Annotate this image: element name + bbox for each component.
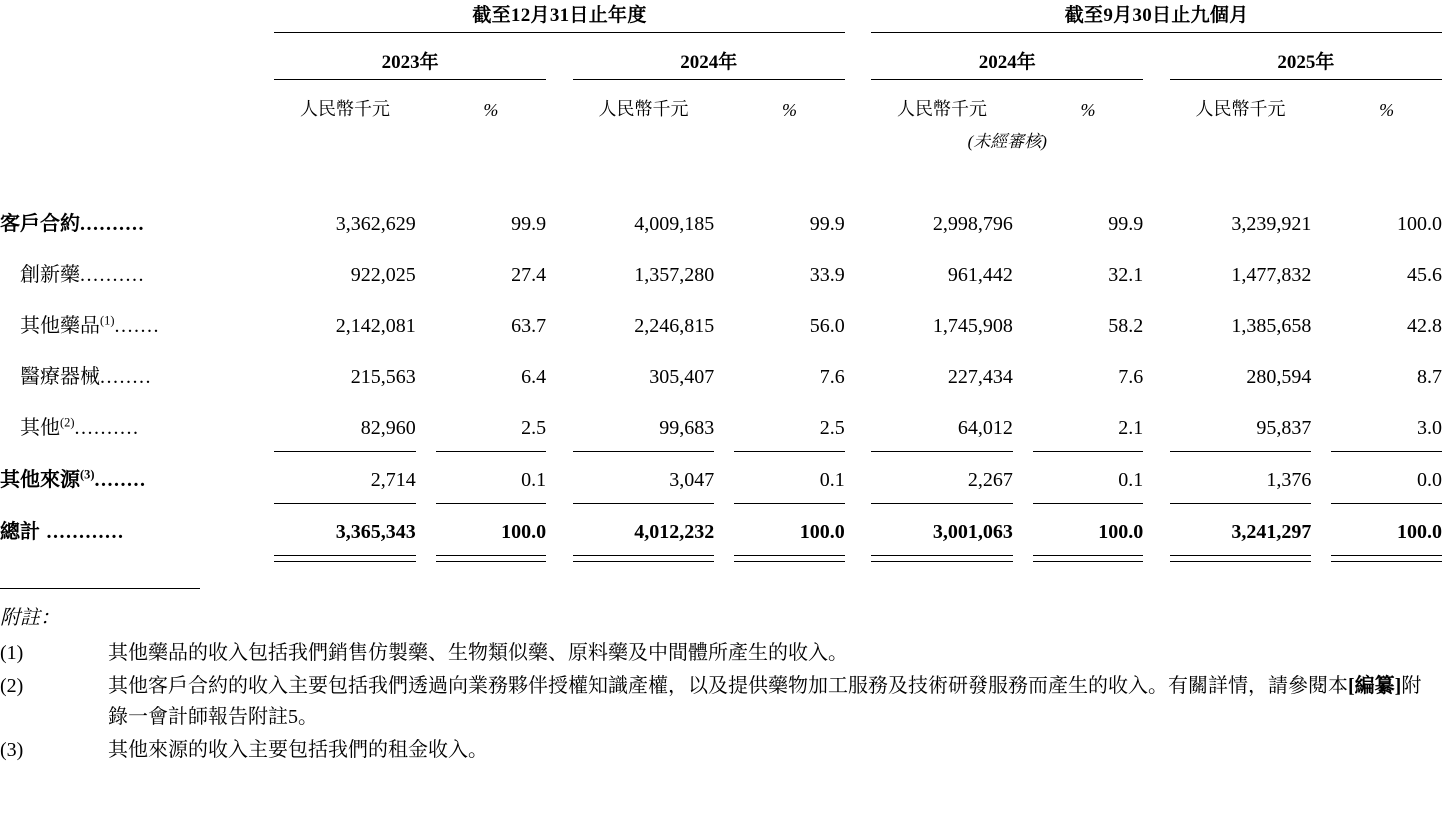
row-dots: .......... (80, 213, 145, 235)
gap (416, 247, 436, 298)
gap (1013, 349, 1033, 400)
group-gap-cell (845, 0, 872, 37)
footnote-text (108, 671, 1442, 733)
gap (1143, 298, 1170, 349)
cell-value: 1,357,280 (634, 264, 715, 286)
row-dots: ....... (114, 315, 160, 337)
gap (416, 452, 436, 503)
gap (546, 452, 573, 503)
footnotes-section (0, 603, 1442, 766)
gap (1143, 400, 1170, 451)
table-row (0, 349, 1442, 400)
cell-value: 961,442 (947, 264, 1013, 286)
row-dots: .......... (80, 264, 145, 286)
gap (845, 298, 872, 349)
empty-cell (416, 83, 436, 123)
empty-cell (1143, 37, 1170, 83)
cell-value: 2.5 (521, 416, 547, 439)
gap (546, 555, 573, 561)
unit-header-rmb-2024a: 人民幣千元 (598, 99, 689, 119)
cell-value: 922,025 (350, 264, 416, 286)
year-header-2024-annual-label: 2024年 (573, 47, 845, 80)
empty-cell (714, 83, 734, 123)
row-footnote-marker: (1) (100, 313, 115, 328)
cell-value: 0.1 (819, 468, 845, 491)
gap (546, 504, 573, 555)
empty-cell (0, 83, 274, 123)
cell-value: 280,594 (1246, 366, 1312, 388)
cell-value: 3,239,921 (1231, 213, 1312, 235)
gap (1311, 452, 1331, 503)
table-row (0, 247, 1442, 298)
cell-value: 0.0 (1417, 468, 1442, 491)
gap (1143, 247, 1170, 298)
empty-cell (1143, 83, 1170, 123)
row-footnote-marker: (2) (60, 415, 75, 430)
footnote-text-c: 附錄一會計師報告附註5。 (108, 674, 1422, 728)
gap (714, 504, 734, 555)
gap (416, 196, 436, 247)
footnote-divider (0, 588, 200, 589)
footnote-text-bracketed: [編纂] (1348, 674, 1402, 697)
row-dots: ............ (40, 521, 125, 543)
cell-value: 100.0 (1098, 520, 1144, 543)
empty-cell (1170, 123, 1312, 152)
gap (546, 400, 573, 451)
gap (416, 298, 436, 349)
gap (1311, 349, 1331, 400)
gap (845, 504, 872, 555)
row-label-text: 醫療器械 (20, 366, 100, 388)
gap (1013, 504, 1033, 555)
gap (1143, 349, 1170, 400)
double-rule-segment (573, 555, 715, 561)
row-label-text: 其他 (20, 417, 60, 439)
row-label (0, 247, 274, 298)
gap (546, 349, 573, 400)
gap (1013, 196, 1033, 247)
gap (845, 555, 872, 561)
row-label-text: 其他來源 (0, 469, 80, 491)
row-dots: ........ (100, 366, 152, 388)
empty-cell (0, 555, 274, 561)
cell-value: 32.1 (1108, 264, 1144, 286)
cell-value: 7.6 (1118, 366, 1144, 388)
cell-value: 63.7 (511, 315, 547, 337)
table-row-total (0, 504, 1442, 555)
row-footnote-marker: (3) (80, 467, 95, 482)
cell-value: 82,960 (360, 416, 416, 439)
cell-value: 8.7 (1417, 366, 1442, 388)
corner-cell (0, 0, 274, 37)
cell-value: 1,376 (1266, 468, 1312, 491)
cell-value: 99.9 (1108, 213, 1144, 235)
row-label (0, 400, 274, 451)
year-header-2025-ninemonth (1170, 37, 1442, 83)
gap (1013, 400, 1033, 451)
empty-cell (1013, 83, 1033, 123)
cell-value: 227,434 (947, 366, 1013, 388)
empty-cell (1311, 123, 1331, 152)
empty-cell (436, 123, 547, 152)
empty-cell (1311, 83, 1331, 123)
unit-header-pct-2025n: % (1379, 100, 1395, 120)
unit-header-row (0, 83, 1442, 123)
gap (714, 349, 734, 400)
gap (416, 349, 436, 400)
cell-value: 58.2 (1108, 315, 1144, 337)
table-row (0, 196, 1442, 247)
footnote-text-a: 其他客戶合約的收入主要包括我們透過向業務夥伴授權知識產權，以及提供藥物加工服務及技術研發服務而產生的收入。有關詳情，請參閱本 (108, 674, 1348, 697)
unaudited-row (0, 123, 1442, 152)
gap (416, 504, 436, 555)
year-header-2024-ninemonth (871, 37, 1143, 83)
gap (546, 247, 573, 298)
cell-value: 99.9 (511, 213, 547, 235)
group-header-annual-label: 截至12月31日止年度 (274, 0, 845, 33)
empty-cell (546, 83, 573, 123)
gap (714, 555, 734, 561)
empty-cell (845, 83, 872, 123)
gap (714, 196, 734, 247)
empty-cell (0, 37, 274, 83)
gap (1311, 555, 1331, 561)
cell-value: 2,267 (967, 468, 1013, 491)
cell-value: 99.9 (809, 213, 845, 235)
gap (1311, 400, 1331, 451)
table-row (0, 452, 1442, 503)
unaudited-label: (未經審核) (967, 132, 1047, 151)
gap (546, 298, 573, 349)
unit-header-rmb-2025n: 人民幣千元 (1195, 99, 1286, 119)
group-header-ninemonth (871, 0, 1442, 37)
footnote-marker: (3) (0, 738, 24, 761)
year-header-2023 (274, 37, 546, 83)
empty-cell (734, 123, 845, 152)
gap (845, 400, 872, 451)
cell-value: 1,477,832 (1231, 264, 1312, 286)
cell-value: 0.1 (1118, 468, 1144, 491)
row-label-text: 客戶合約 (0, 213, 80, 235)
cell-value: 4,012,232 (634, 520, 715, 543)
empty-cell (1331, 123, 1442, 152)
empty-cell (573, 123, 715, 152)
cell-value: 4,009,185 (634, 213, 715, 235)
cell-value: 2,714 (370, 468, 416, 491)
gap (1311, 247, 1331, 298)
unit-header-pct-2024a: % (781, 100, 797, 120)
row-dots: .......... (74, 417, 140, 439)
cell-value: 2.5 (819, 416, 845, 439)
cell-value: 100.0 (1397, 520, 1442, 543)
row-dots: ........ (94, 469, 147, 491)
gap (1311, 504, 1331, 555)
double-rule-segment (1033, 555, 1144, 561)
empty-cell (845, 37, 872, 83)
gap (1143, 196, 1170, 247)
cell-value: 3,047 (669, 468, 715, 491)
gap (714, 400, 734, 451)
footnote-item (0, 671, 1442, 733)
gap (845, 349, 872, 400)
double-rule-segment (871, 555, 1013, 561)
year-header-2025-ninemonth-label: 2025年 (1170, 47, 1442, 80)
gap (845, 247, 872, 298)
cell-value: 56.0 (809, 315, 845, 337)
footnote-item (0, 638, 1442, 669)
unit-header-pct-2024n: % (1080, 100, 1096, 120)
group-header-annual (274, 0, 845, 37)
gap (416, 555, 436, 561)
cell-value: 1,745,908 (932, 315, 1013, 337)
empty-cell (845, 123, 872, 152)
cell-value: 3,362,629 (335, 213, 416, 235)
row-label-text: 創新藥 (20, 264, 80, 286)
cell-value: 99,683 (659, 416, 715, 439)
year-header-row (0, 37, 1442, 83)
gap (845, 452, 872, 503)
footnote-marker: (1) (0, 641, 24, 664)
row-label (0, 452, 274, 503)
gap (714, 247, 734, 298)
footnote-text: 其他來源的收入主要包括我們的租金收入。 (108, 738, 488, 761)
cell-value: 95,837 (1256, 416, 1312, 439)
gap (1013, 555, 1033, 561)
gap (1013, 247, 1033, 298)
cell-value: 3.0 (1417, 416, 1442, 439)
cell-value: 215,563 (350, 366, 416, 388)
empty-cell (546, 37, 573, 83)
cell-value: 6.4 (521, 366, 547, 388)
group-header-ninemonth-label: 截至9月30日止九個月 (871, 0, 1442, 33)
cell-value: 64,012 (957, 416, 1013, 439)
row-label-text: 總計 (0, 521, 40, 543)
footnote-text: 其他藥品的收入包括我們銷售仿製藥、生物類似藥、原料藥及中間體所產生的收入。 (108, 641, 848, 664)
gap (1311, 298, 1331, 349)
cell-value: 27.4 (511, 264, 547, 286)
spacer-cell (0, 152, 1442, 196)
cell-value: 7.6 (819, 366, 845, 388)
gap (1013, 452, 1033, 503)
table-row (0, 298, 1442, 349)
gap (1013, 298, 1033, 349)
gap (1143, 555, 1170, 561)
cell-value: 3,001,063 (932, 520, 1013, 543)
row-label (0, 504, 274, 555)
cell-value: 100.0 (501, 520, 547, 543)
group-header-row (0, 0, 1442, 37)
gap (1143, 452, 1170, 503)
cell-value: 2,142,081 (335, 315, 416, 337)
footnote-item (0, 735, 1442, 766)
double-rule-segment (1331, 555, 1442, 561)
gap (416, 400, 436, 451)
empty-cell (714, 123, 734, 152)
gap (546, 196, 573, 247)
double-rule-segment (734, 555, 845, 561)
gap (1311, 196, 1331, 247)
cell-value: 33.9 (809, 264, 845, 286)
row-label (0, 196, 274, 247)
unit-header-pct-2023: % (483, 100, 499, 120)
double-rule-segment (436, 555, 547, 561)
double-rule-segment (274, 555, 416, 561)
cell-value: 1,385,658 (1231, 315, 1312, 337)
cell-value: 45.6 (1407, 264, 1442, 286)
empty-cell (274, 123, 416, 152)
gap (1143, 504, 1170, 555)
unit-header-rmb-2023: 人民幣千元 (299, 99, 390, 119)
cell-value: 100.0 (799, 520, 845, 543)
cell-value: 0.1 (521, 468, 547, 491)
gap (714, 298, 734, 349)
empty-cell (0, 123, 274, 152)
table-row (0, 400, 1442, 451)
unit-header-rmb-2024n: 人民幣千元 (897, 99, 988, 119)
gap (714, 452, 734, 503)
empty-cell (546, 123, 573, 152)
year-header-2024-annual (573, 37, 845, 83)
row-label-text: 其他藥品 (20, 315, 100, 337)
cell-value: 2,998,796 (932, 213, 1013, 235)
cell-value: 100.0 (1397, 213, 1442, 235)
year-header-2024-ninemonth-label: 2024年 (871, 47, 1143, 80)
cell-value: 3,365,343 (335, 520, 416, 543)
footnote-marker: (2) (0, 674, 24, 697)
gap (845, 196, 872, 247)
row-label (0, 298, 274, 349)
cell-value: 3,241,297 (1231, 520, 1312, 543)
empty-cell (416, 123, 436, 152)
cell-value: 2.1 (1118, 416, 1144, 439)
cell-value: 305,407 (649, 366, 715, 388)
cell-value: 2,246,815 (634, 315, 715, 337)
cell-value: 42.8 (1407, 315, 1442, 337)
grand-total-double-rule-row (0, 555, 1442, 561)
row-label (0, 349, 274, 400)
empty-cell (1143, 123, 1170, 152)
footnotes-heading: 附註： (0, 606, 60, 629)
double-rule-segment (1170, 555, 1312, 561)
header-body-spacer (0, 152, 1442, 196)
year-header-2023-label: 2023年 (274, 47, 546, 80)
